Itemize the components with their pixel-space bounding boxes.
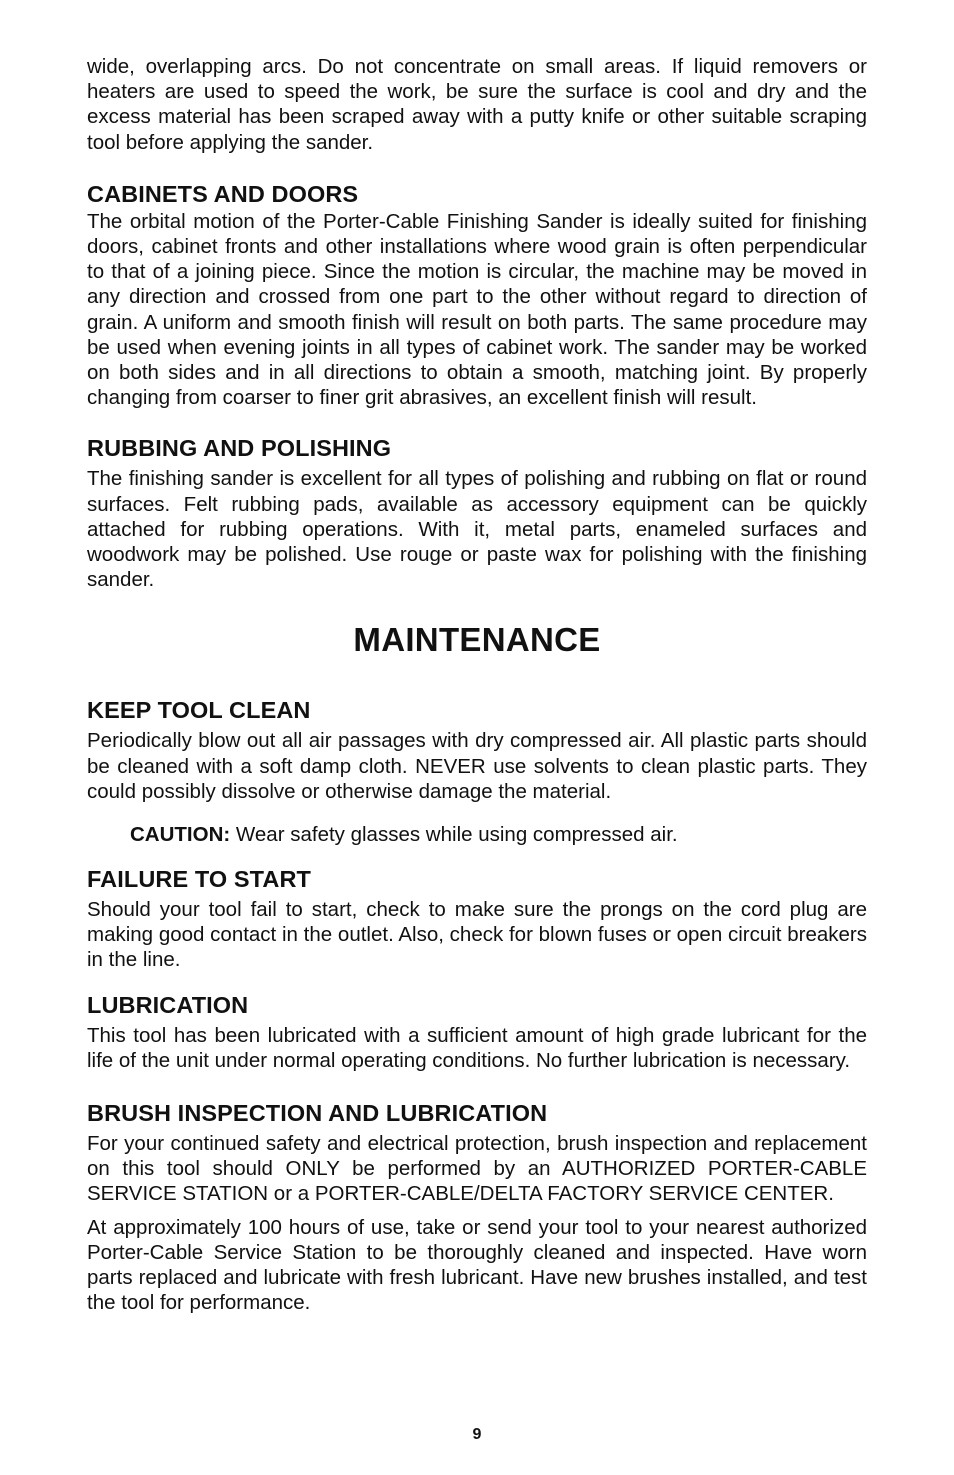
caution-label: CAUTION: xyxy=(130,823,231,847)
section-brush-inspection xyxy=(87,1099,867,1315)
lubrication-heading: LUBRICATION xyxy=(87,991,249,1018)
keep-clean-paragraph: Periodically blow out all air passages with dry compressed air. All plastic parts should be cleaned with a soft damp cloth. NEVER use solvents to clean plastic parts. They could possibly dissolve or otherwise damage the material. xyxy=(87,729,867,803)
section-cabinets-and-doors xyxy=(87,180,867,411)
rubbing-paragraph: The finishing sander is excellent for all types of polishing and rubbing on flat or round surfaces. Felt rubbing pads, available as accessory equipment can be quickly attached for rubbing operations. With it, metal parts, enameled surfaces and woodwork may be polished. Use rouge or paste wax for polishing with the finishing sander. xyxy=(87,467,867,592)
lubrication-paragraph: This tool has been lubricated with a sufficient amount of high grade lubricant for the life of the unit under normal operating conditions. No further lubrication is necessary. xyxy=(87,1023,867,1072)
section-lubrication xyxy=(87,991,867,1073)
rubbing-heading: RUBBING AND POLISHING xyxy=(87,435,392,462)
page-number: 9 xyxy=(472,1426,482,1443)
section-keep-tool-clean xyxy=(87,696,867,847)
cabinets-paragraph: The orbital motion of the Porter-Cable Finishing Sander is ideally suited for finishing doors, cabinet fronts and other installations where wood grain is often perpendicular to that of a joining piece. Since the motion is circular, the machine may be moved in any direction and crossed from one part to the other without regard to direction of grain. A uniform and smooth finish will result on both parts. The same procedure may be used when evening joints in all types of cabinet work. The sander may be worked on both sides and in all directions to obtain a smooth, matching joint. By properly changing from coarser to finer grit abrasives, an excellent finish will result. xyxy=(87,209,867,410)
section-rubbing-and-polishing xyxy=(87,434,867,592)
maintenance-title: MAINTENANCE xyxy=(353,621,601,659)
failure-paragraph: Should your tool fail to start, check to make sure the prongs on the cord plug are making good contact in the outlet. Also, check for blown fuses or open circuit breakers in the line. xyxy=(87,898,867,972)
brush-heading: BRUSH INSPECTION AND LUBRICATION xyxy=(87,1100,548,1127)
intro-paragraph: wide, overlapping arcs. Do not concentrate on small areas. If liquid removers or heaters are used to speed the work, be sure the surface is cool and dry and the excess material has been scraped away with a putty knife or other suitable scraping tool before applying the sander. xyxy=(87,55,867,154)
brush-paragraph-1: For your continued safety and electrical protection, brush inspection and replacement on this tool should ONLY be performed by an AUTHORIZED PORTER-CABLE SERVICE STATION or a PORTER-CABLE/DELTA FACTORY SERVICE CENTER. xyxy=(87,1132,867,1206)
brush-paragraph-2: At approximately 100 hours of use, take or send your tool to your nearest authorized Porter-Cable Service Station to be thoroughly cleaned and inspected. Have worn parts replaced and lubricate with fresh lubricant. Have new brushes installed, and test the tool for performance. xyxy=(87,1215,867,1315)
cabinets-heading: CABINETS AND DOORS xyxy=(87,180,359,207)
caution-text: Wear safety glasses while using compressed air. xyxy=(230,823,678,847)
caution-note xyxy=(130,822,867,847)
failure-heading: FAILURE TO START xyxy=(87,866,311,893)
manual-page xyxy=(87,54,867,1316)
keep-clean-heading: KEEP TOOL CLEAN xyxy=(87,697,311,724)
section-failure-to-start xyxy=(87,865,867,973)
